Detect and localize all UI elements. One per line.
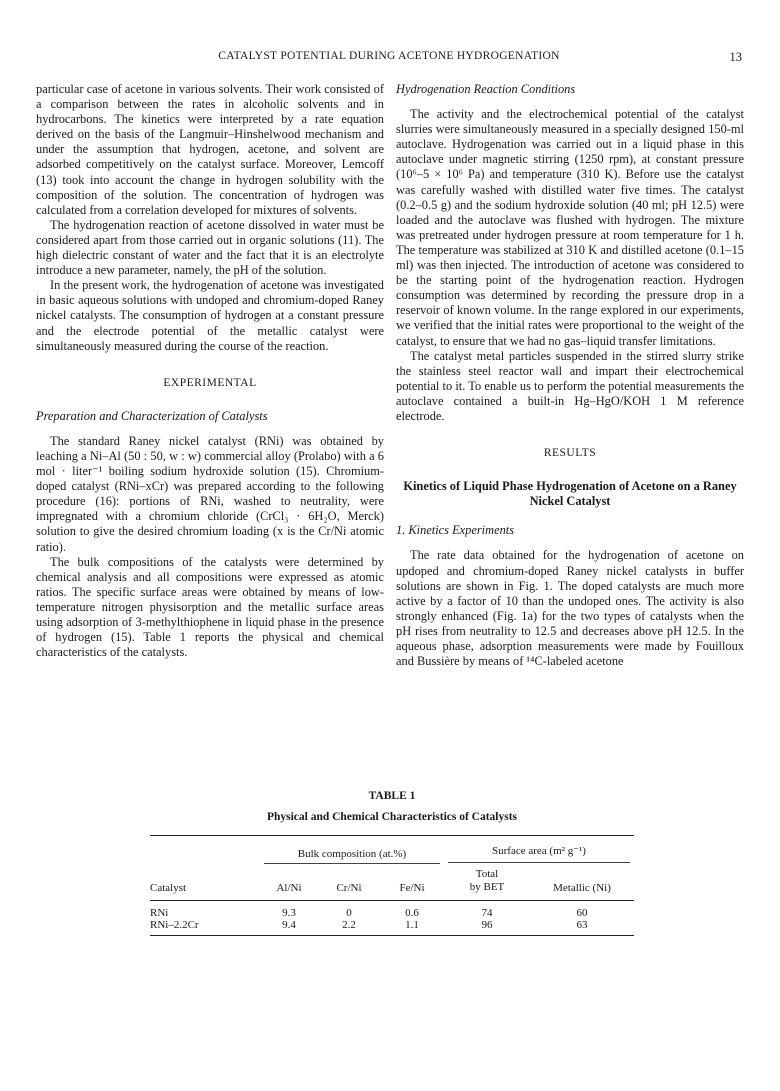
paragraph: The activity and the electrochemical potential of the catalyst slurries were simultaneously measured in a specially designed 150-ml autoclave. Hydrogenation was carried out in a liquid phase in this autoclave under magnetic stirring (1250 rpm), at constant pressure (10⁶–5 × 10⁶ Pa) and temperature (310 K). Before use the catalyst was carefully washed with distilled water five times. The catalyst (0.2–0.5 g) and the sodium hydroxide solution (40 ml; pH 12.5) were loaded and the autoclave was flushed with hydrogen. The mixture was pretreated under hydrogen pressure at room temperature for 1 h. The temperature was stabilized at 310 K and distilled acetone (0.1–15 ml) was then injected. The introduction of acetone was considered to be the starting point of the hydrogenation reaction. Hydrogen consumption was determined by recording the pressure drop in a reservoir of known volume. In the range explored in our experiments, we verified that the initial rates were proportional to the weight of the catalyst, to ensure that we had no gas–liquid transfer limitations. bbox=[396, 107, 744, 348]
page-number: 13 bbox=[729, 50, 742, 64]
table-group-header-row bbox=[150, 836, 634, 868]
table-bottom-rule bbox=[150, 935, 634, 936]
paragraph: The bulk compositions of the catalysts were determined by chemical analysis and all compositions were expressed as atomic ratios. The specific surface areas were obtained by means of low-temperature nitrogen physisorption and the metallic surface areas using adsorption of 3-methylthiophene in liquid phase in the presence of hydrogen (15). Table 1 reports the physical and chemical characteristics of the catalysts. bbox=[36, 554, 384, 660]
group-header-bulk: Bulk composition (at.%) bbox=[260, 836, 444, 868]
group-header-surface: Surface area (m² g⁻¹) bbox=[444, 836, 634, 868]
table-title: Physical and Chemical Characteristics of Catalysts bbox=[266, 811, 518, 823]
right-column bbox=[396, 82, 744, 669]
table-header-row bbox=[150, 868, 634, 901]
paragraph: The catalyst metal particles suspended in the stirred slurry strike the stainless steel reactor wall and impart their electrochemical potential to it. To enable us to perform the potential measurements the autoclave contained a built-in Hg–HgO/KOH 1 M reference electrode. bbox=[396, 348, 744, 423]
paragraph: particular case of acetone in various solvents. Their work consisted of a comparison between the rates in alcoholic solvents and in hydrocarbons. The kinetics were interpreted by a rate equation derived on the basis of the Langmuir–Hinshelwood mechanism and under the assumption that hydrogen, acetone, and solvent are adsorbed competitively on the catalyst surface. Moreover, Lemcoff (13) took into account the change in hydrogen solubility with the composition of the solution. The concentration of hydrogen was calculated from a correlation developed for mixtures of solvents. bbox=[36, 82, 384, 217]
section-heading-experimental: EXPERIMENTAL bbox=[163, 376, 257, 389]
table-row: RNi–2.2Cr 9.4 2.2 1.1 96 63 bbox=[150, 919, 588, 931]
subsection-heading-bold: Kinetics of Liquid Phase Hydrogenation of Acetone on a Raney Nickel Catalyst bbox=[403, 479, 737, 509]
subsubsection-heading: 1. Kinetics Experiments bbox=[396, 523, 515, 538]
section-heading-results: RESULTS bbox=[543, 447, 597, 460]
col-header-alni: Al/Ni bbox=[276, 882, 302, 894]
subsection-heading: Preparation and Characterization of Catalysts bbox=[36, 408, 268, 423]
table-body bbox=[150, 836, 634, 935]
paragraph: The hydrogenation reaction of acetone dissolved in water must be considered apart from those carried out in organic solutions (11). The high dielectric constant of water and the fact that it is an electrolyte introduce a new parameter, namely, the pH of the solution. bbox=[36, 217, 384, 278]
col-header-crni: Cr/Ni bbox=[336, 882, 362, 894]
table-label: TABLE 1 bbox=[368, 790, 416, 802]
running-head: CATALYST POTENTIAL DURING ACETONE HYDROGENATION bbox=[218, 50, 560, 62]
left-column bbox=[36, 82, 384, 660]
col-header-feni: Fe/Ni bbox=[399, 882, 425, 894]
paragraph: In the present work, the hydrogenation of acetone was investigated in basic aqueous solutions with undoped and chromium-doped Raney nickel catalysts. The consumption of hydrogen at a constant pressure and the electrode potential of the metallic catalyst were simultaneously measured during the course of the reaction. bbox=[36, 278, 384, 353]
table-1 bbox=[150, 790, 634, 936]
paragraph: The standard Raney nickel catalyst (RNi) was obtained by leaching a Ni–Al (50 : 50, w : w) commercial alloy (Prolabo) with a 6 mol · liter⁻¹ boiling sodium hydroxide solution (15). Chromium-doped catalyst (RNi–xCr) was prepared according to the following procedure (16): portions of RNi, washed to neutrality, were impregnated with a chromium chloride (CrCl₃ · 6H₂O, Merck) solution to give the desired chromium loading (x is the Cr/Ni atomic ratio). bbox=[36, 433, 384, 554]
page-header bbox=[36, 50, 742, 66]
col-header-bet: Total by BET bbox=[469, 868, 505, 893]
col-header-catalyst: Catalyst bbox=[150, 882, 187, 894]
table-row: RNi 9.3 0 0.6 74 60 bbox=[150, 907, 588, 919]
paragraph: The rate data obtained for the hydrogenation of acetone on updoped and chromium-doped Raney nickel catalysts in buffer solutions are shown in Fig. 1. The doped catalysts are much more active by a factor of 10 than the undoped ones. The activity is also strongly enhanced (Fig. 1a) for the two types of catalysts when the pH rises from neutrality to 12.5 and decreases above pH 12.5. In the aqueous phase, adsorption measurements were made by Fouilloux and Bussière by means of ¹⁴C-labeled acetone bbox=[396, 548, 744, 669]
subsection-heading: Hydrogenation Reaction Conditions bbox=[396, 82, 576, 96]
col-header-metallic: Metallic (Ni) bbox=[553, 882, 611, 894]
